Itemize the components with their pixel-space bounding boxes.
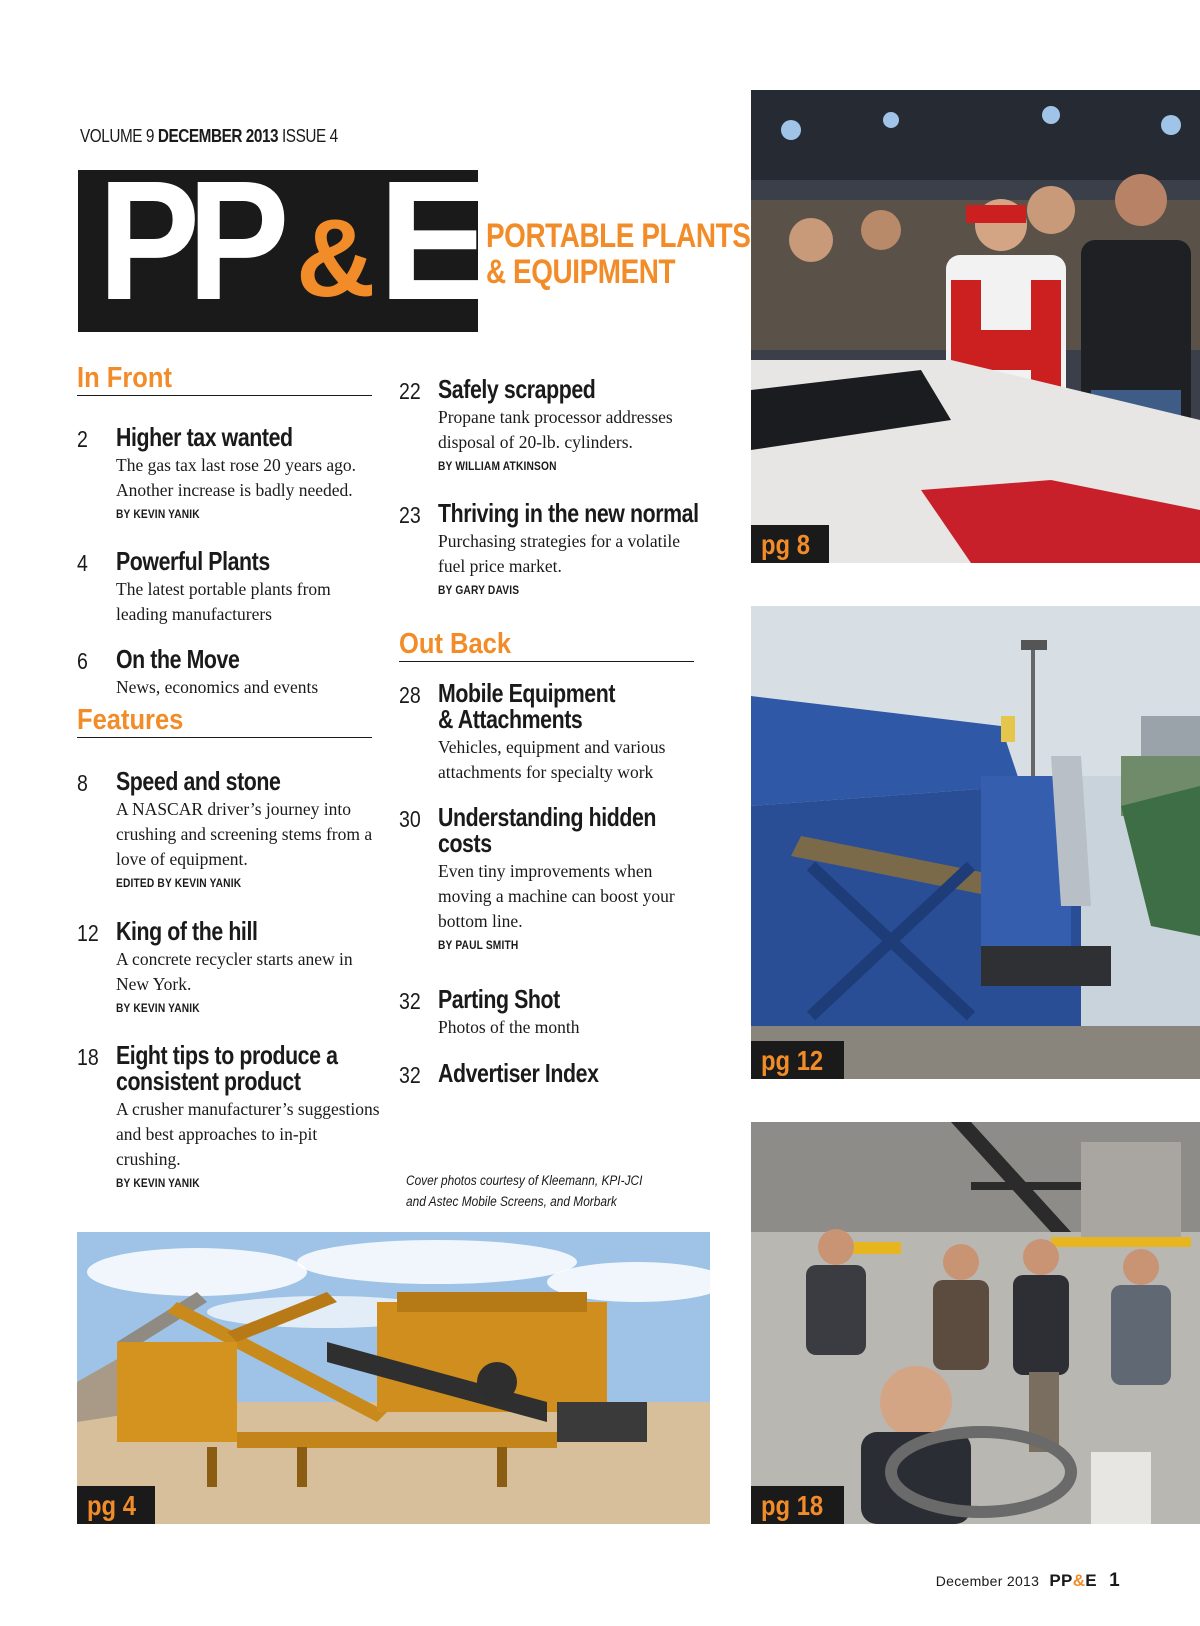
entry-title[interactable]: Speed and stone [116,766,281,796]
logo-ampersand: & [296,197,376,320]
nascar-photo-image [751,90,1200,563]
entry-description: News, economics and events [116,677,319,697]
page-ref-pg4[interactable]: pg 4 [77,1486,155,1524]
plant-photo-image [77,1232,710,1524]
entry-title[interactable]: On the Move [116,644,240,674]
entry-byline: BY KEVIN YANIK [116,1176,200,1190]
footer-brand: PP&E [1049,1571,1097,1590]
logo-e: E [378,146,492,336]
photo-blue-crusher[interactable] [751,606,1200,1079]
section-in-front: In Front [77,362,372,396]
toc-entry-higher-tax[interactable] [77,422,386,521]
entry-title[interactable]: Powerful Plants [116,546,270,576]
tagline-line-1: PORTABLE PLANTS [486,217,751,255]
entry-description: The latest portable plants from leading manufacturers [116,579,331,624]
entry-description: Photos of the month [438,1017,580,1037]
toc-entry-king-of-the-hill[interactable] [77,916,386,1015]
page-footer [936,1570,1120,1592]
entry-byline: BY KEVIN YANIK [116,1001,200,1015]
toc-entry-thriving[interactable] [399,498,708,597]
page-number: 28 [399,682,421,708]
crusher-photo-image [751,606,1200,1079]
page-ref-pg18[interactable]: pg 18 [751,1486,844,1524]
tagline [486,218,750,290]
entry-title[interactable]: King of the hill [116,916,258,946]
issue-line [80,126,338,147]
issue-number: ISSUE 4 [281,126,338,146]
entry-description: A crusher manufacturer’s suggestions and best approaches to in-pit crushing. [116,1099,380,1169]
entry-title[interactable]: Thriving in the new normal [438,498,699,528]
footer-date: December 2013 [935,1573,1040,1589]
entry-byline: BY WILLIAM ATKINSON [438,459,557,473]
entry-description: Purchasing strategies for a volatile fuel price market. [438,531,681,576]
toc-entry-advertiser-index[interactable] [399,1058,708,1088]
page-number: 32 [399,1062,421,1088]
page-number: 6 [77,648,88,674]
page-number: 12 [77,920,99,946]
entry-description: A NASCAR driver’s journey into crushing and screening stems from a love of equipment. [116,799,373,869]
toc-entry-speed-and-stone[interactable] [77,766,386,890]
toc-entry-on-the-move[interactable] [77,644,386,700]
page-ref-pg8[interactable]: pg 8 [751,525,829,563]
entry-byline: BY KEVIN YANIK [116,507,200,521]
page-number: 30 [399,806,421,832]
footer-page-number: 1 [1109,1570,1120,1591]
entry-byline: BY GARY DAVIS [438,583,520,597]
page-number: 2 [77,426,88,452]
toc-entry-hidden-costs[interactable] [399,802,708,952]
entry-description: Propane tank processor addresses disposal of 20-lb. cylinders. [438,407,673,452]
entry-title[interactable]: Parting Shot [438,984,560,1014]
entry-title[interactable]: Safely scrapped [438,374,596,404]
page-number: 8 [77,770,88,796]
entry-description: A concrete recycler starts anew in New York. [116,949,353,994]
cover-photo-credit: Cover photos courtesy of Kleemann, KPI-JCI and Astec Mobile Screens, and Morbark [406,1173,643,1209]
page-number: 32 [399,988,421,1014]
page-number: 22 [399,378,421,404]
workers-photo-image [751,1122,1200,1524]
photo-factory-workers[interactable] [751,1122,1200,1524]
toc-entry-mobile-equipment[interactable] [399,678,708,785]
toc-entry-powerful-plants[interactable] [77,546,386,627]
ppe-logo [78,146,492,336]
toc-entry-parting-shot[interactable] [399,984,708,1040]
page-number: 23 [399,502,421,528]
entry-title[interactable]: Advertiser Index [438,1058,599,1088]
entry-title[interactable]: Understanding hidden costs [438,802,657,858]
photo-nascar-driver[interactable] [751,90,1200,563]
entry-byline: EDITED BY KEVIN YANIK [116,876,242,890]
volume-label: VOLUME 9 [80,126,154,146]
entry-description: Even tiny improvements when moving a machine can boost your bottom line. [438,861,675,931]
toc-entry-eight-tips[interactable] [77,1040,386,1190]
section-features: Features [77,704,372,738]
entry-title[interactable]: Mobile Equipment & Attachments [438,678,616,734]
page-number: 18 [77,1044,99,1070]
logo-pp: PP [98,146,277,336]
entry-byline: BY PAUL SMITH [438,938,519,952]
entry-title[interactable]: Eight tips to produce a consistent product [116,1040,338,1096]
section-out-back: Out Back [399,628,694,662]
entry-description: Vehicles, equipment and various attachments for specialty work [438,737,666,782]
entry-description: The gas tax last rose 20 years ago. Another increase is badly needed. [116,455,357,500]
tagline-line-2: & EQUIPMENT [486,253,676,291]
page-ref-pg12[interactable]: pg 12 [751,1041,844,1079]
entry-title[interactable]: Higher tax wanted [116,422,293,452]
page-number: 4 [77,550,88,576]
photo-portable-plant[interactable] [77,1232,710,1524]
issue-date: DECEMBER 2013 [157,126,279,146]
toc-entry-safely-scrapped[interactable] [399,374,708,473]
